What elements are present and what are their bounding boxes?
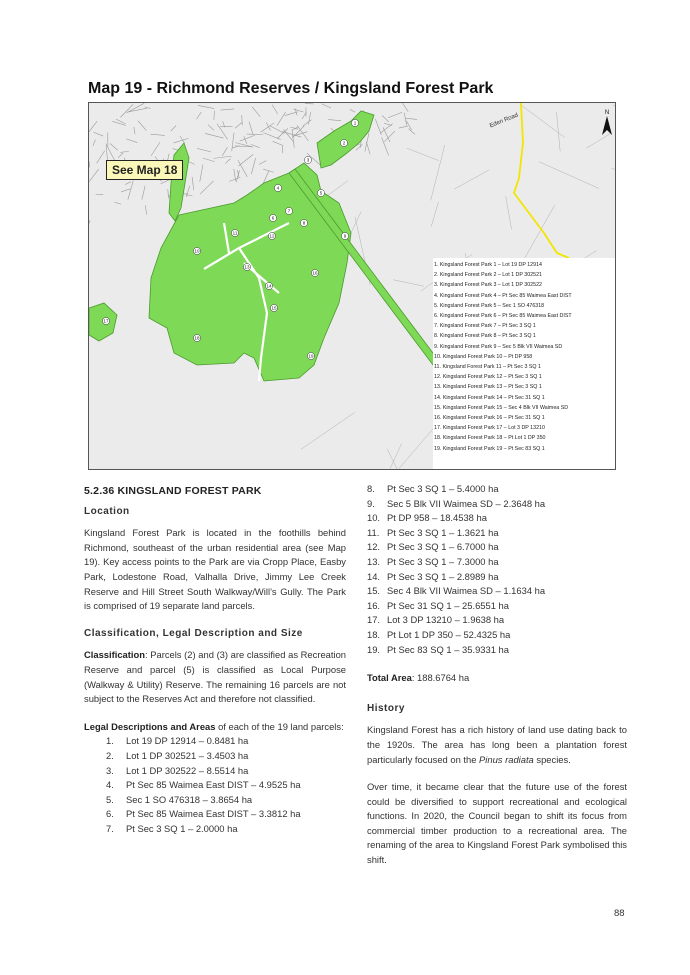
- parcel-list-item: [84, 793, 346, 808]
- parcel-list-item: [367, 555, 627, 570]
- history-paragraph-1: [367, 723, 627, 767]
- legend-item: 7. Kingsland Forest Park 7 – Pt Sec 3 SQ 1: [434, 323, 536, 330]
- location-heading: Location: [84, 505, 130, 517]
- history-paragraph-2: Over time, it became clear that the future use of the forest could be diversified to support recreational and ecological functions. In 2020, the Council began to shift its focus from commercial timber production to a recreational area. The renaming of the area to Kingsland Forest Park symbolised this shift.: [367, 781, 627, 866]
- species-name: Pinus radiata: [479, 753, 534, 765]
- parcel-marker-4: [274, 184, 281, 191]
- parcel-list-item: [367, 511, 627, 526]
- parcel-number: 4.: [106, 779, 114, 791]
- parcel-description: Pt Sec 85 Waimea East DIST – 4.9525 ha: [126, 779, 301, 791]
- legend-item: 11. Kingsland Forest Park 11 – Pt Sec 3 SQ 1: [434, 364, 541, 371]
- history-p1-text: Kingsland Forest has a rich history of land use dating back to the 1920s. The area has long been a plantation forest particularly focused on the: [367, 724, 627, 765]
- parcel-marker-12: [268, 232, 275, 239]
- parcel-marker-8: [300, 219, 307, 226]
- parcel-marker-11: [231, 229, 238, 236]
- svg-text:6: 6: [271, 215, 275, 221]
- parcel-marker-17: [102, 317, 109, 324]
- classification-label: Classification: [84, 649, 145, 661]
- svg-text:16: 16: [312, 270, 318, 276]
- legend-item: 9. Kingsland Forest Park 9 – Sec 5 Blk VII Waimea SD: [434, 343, 563, 350]
- legend-item: 12. Kingsland Forest Park 12 – Pt Sec 3 SQ 1: [434, 374, 542, 381]
- left-column: [84, 484, 346, 836]
- parcel-list-right: [367, 482, 627, 657]
- svg-text:8: 8: [302, 220, 306, 226]
- parcel-description: Pt Sec 3 SQ 1 – 2.8989 ha: [387, 570, 499, 582]
- parcel-list-item: [367, 643, 627, 658]
- total-area: [367, 671, 627, 686]
- svg-text:5: 5: [319, 190, 323, 196]
- history-heading: History: [367, 702, 405, 714]
- svg-text:18: 18: [194, 335, 200, 341]
- svg-text:7: 7: [287, 208, 291, 214]
- section-heading: 5.2.36 KINGSLAND FOREST PARK: [84, 485, 262, 497]
- parcel-number: 15.: [367, 585, 381, 597]
- legend-item: 17. Kingsland Forest Park 17 – Lot 3 DP 13210: [434, 425, 545, 432]
- parcel-description: Lot 1 DP 302522 – 8.5514 ha: [126, 764, 249, 776]
- parcel-number: 14.: [367, 570, 381, 582]
- parcel-list-item: [84, 822, 346, 837]
- district-boundary-line: [514, 103, 569, 258]
- parcel-list-item: [84, 764, 346, 779]
- parcel-number: 7.: [106, 822, 114, 834]
- parcel-marker-3: [304, 156, 311, 163]
- parcel-list-item: [367, 570, 627, 585]
- svg-text:10: 10: [194, 248, 200, 254]
- parcel-description: Sec 4 Blk VII Waimea SD – 1.1634 ha: [387, 585, 546, 597]
- parcel-marker-6: [269, 214, 276, 221]
- parcel-description: Lot 1 DP 302521 – 3.4503 ha: [126, 749, 249, 761]
- legend-item: 3. Kingsland Forest Park 3 – Lot 1 DP 302522: [434, 282, 542, 289]
- parcel-list-item: [367, 482, 627, 497]
- parcel-number: 3.: [106, 764, 114, 776]
- parcel-list-item: [367, 584, 627, 599]
- legal-paragraph: [84, 720, 346, 735]
- classification-text: : Parcels (2) and (3) are classified as Recreation Reserve and parcel (5) is classified as Local Purpose (Walkway & Utility) Reserve. The remaining 16 parcels are not subject to the Reserves Act and therefore not classified.: [84, 649, 346, 705]
- parcel-marker-16: [311, 269, 318, 276]
- right-column: [367, 482, 627, 881]
- parcel-description: Pt Sec 83 SQ 1 – 35.9331 ha: [387, 643, 509, 655]
- parcel-description: Sec 5 Blk VII Waimea SD – 2.3648 ha: [387, 497, 546, 509]
- parcel-description: Pt Sec 3 SQ 1 – 5.4000 ha: [387, 483, 499, 494]
- legend-item: 2. Kingsland Forest Park 2 – Lot 1 DP 302521: [434, 272, 542, 279]
- north-label: N: [604, 110, 610, 116]
- parcel-number: 16.: [367, 599, 381, 611]
- svg-text:13: 13: [244, 264, 250, 270]
- parcel-description: Pt DP 958 – 18.4538 ha: [387, 512, 487, 524]
- total-value: : 188.6764 ha: [411, 672, 470, 684]
- parcel-number: 13.: [367, 555, 381, 567]
- map-figure: [88, 102, 616, 470]
- parcel-description: Lot 3 DP 13210 – 1.9638 ha: [387, 614, 505, 626]
- parcel-marker-2: [340, 139, 347, 146]
- parcel-number: 12.: [367, 541, 381, 553]
- svg-text:12: 12: [269, 233, 275, 239]
- parcel-list-left: [84, 734, 346, 836]
- svg-text:3: 3: [306, 157, 310, 163]
- parcel-description: Sec 1 SO 476318 – 3.8654 ha: [126, 793, 253, 805]
- parcel-list-item: [367, 497, 627, 512]
- svg-text:19: 19: [308, 353, 314, 359]
- parcel-number: 19.: [367, 643, 381, 655]
- legend-item: 6. Kingsland Forest Park 6 – Pt Sec 85 Waimea East DIST: [434, 313, 572, 320]
- svg-text:14: 14: [266, 283, 272, 289]
- legend-item: 18. Kingsland Forest Park 18 – Pt Lot 1 DP 350: [434, 435, 546, 442]
- parcel-marker-10: [193, 247, 200, 254]
- legend-item: 5. Kingsland Forest Park 5 – Sec 1 SO 476318: [434, 302, 545, 309]
- parcel-list-item: [367, 540, 627, 555]
- north-arrow-icon: [600, 107, 614, 137]
- legend-item: 19. Kingsland Forest Park 19 – Pt Sec 83 SQ 1: [434, 445, 545, 452]
- history-p1-end: species.: [533, 753, 571, 765]
- parcel-number: 5.: [106, 793, 114, 805]
- parcel-marker-5: [317, 189, 324, 196]
- parcel-number: 10.: [367, 512, 381, 524]
- classification-paragraph: [84, 648, 346, 706]
- svg-text:2: 2: [342, 140, 346, 146]
- parcel-description: Pt Sec 3 SQ 1 – 6.7000 ha: [387, 541, 499, 553]
- parcel-number: 11.: [367, 526, 380, 538]
- parcel-marker-9: [341, 232, 348, 239]
- classification-heading: Classification, Legal Description and Size: [84, 627, 303, 639]
- parcel-legend: [433, 258, 615, 470]
- parcel-description: Pt Sec 85 Waimea East DIST – 3.3812 ha: [126, 808, 301, 820]
- parcel-description: Pt Sec 3 SQ 1 – 2.0000 ha: [126, 822, 238, 834]
- svg-text:17: 17: [103, 318, 109, 324]
- legend-item: 4. Kingsland Forest Park 4 – Pt Sec 85 Waimea East DIST: [434, 292, 572, 299]
- parcel-number: 17.: [367, 614, 381, 626]
- legend-item: 8. Kingsland Forest Park 8 – Pt Sec 3 SQ 1: [434, 333, 536, 340]
- svg-text:4: 4: [276, 185, 280, 191]
- svg-text:9: 9: [343, 233, 347, 239]
- parcel-marker-7: [285, 207, 292, 214]
- parcel-marker-14: [265, 282, 272, 289]
- legal-text: of each of the 19 land parcels:: [215, 720, 344, 732]
- parcel-list-item: [84, 807, 346, 822]
- parcel-marker-13: [243, 263, 250, 270]
- see-map-18-callout: See Map 18: [106, 160, 183, 180]
- parcel-description: Lot 19 DP 12914 – 0.8481 ha: [126, 735, 249, 747]
- parcel-description: Pt Sec 31 SQ 1 – 25.6551 ha: [387, 599, 509, 611]
- parcel-marker-15: [270, 304, 277, 311]
- parcel-list-item: [84, 749, 346, 764]
- parcel-list-item: [367, 599, 627, 614]
- parcel-marker-19: [307, 352, 314, 359]
- parcel-number: 18.: [367, 628, 381, 640]
- legend-item: 13. Kingsland Forest Park 13 – Pt Sec 3 SQ 1: [434, 384, 542, 391]
- location-text: Kingsland Forest Park is located in the foothills behind Richmond, southeast of the urban residential area (see Map 19). Key access points to the Park are via Cropp Place, Easby Park, Lodestone Road, Valhalla Drive, Jimmy Lee Creek Reserve and Hill Street South Walkway/Will’s Gully. The Park is comprised of 19 separate land parcels.: [84, 527, 346, 612]
- svg-text:1: 1: [353, 120, 357, 126]
- parcel-number: 1.: [106, 735, 114, 747]
- parcel-description: Pt Lot 1 DP 350 – 52.4325 ha: [387, 628, 511, 640]
- total-label: Total Area: [367, 672, 412, 684]
- parcel-number: 9.: [367, 497, 375, 509]
- parcel-number: 8.: [367, 483, 375, 494]
- parcel-number: 2.: [106, 749, 114, 761]
- legend-item: 15. Kingsland Forest Park 15 – Sec 4 Blk VII Waimea SD: [434, 404, 569, 411]
- parcel-marker-18: [193, 334, 200, 341]
- parcel-marker-1: [351, 119, 358, 126]
- road-label: Eden Road: [488, 112, 520, 130]
- svg-text:11: 11: [232, 230, 238, 236]
- legend-item: 14. Kingsland Forest Park 14 – Pt Sec 31 SQ 1: [434, 394, 545, 401]
- parcel-list-item: [367, 628, 627, 643]
- svg-text:15: 15: [271, 305, 277, 311]
- parcel-number: 6.: [106, 808, 114, 820]
- legend-item: 10. Kingsland Forest Park 10 – Pt DP 958: [434, 353, 533, 360]
- parcel-list-item: [84, 778, 346, 793]
- parcel-list-item: [367, 613, 627, 628]
- parcel-list-item: [84, 734, 346, 749]
- park-west-strip: [169, 143, 189, 221]
- legal-label: Legal Descriptions and Areas: [84, 720, 216, 732]
- legend-item: 16. Kingsland Forest Park 16 – Pt Sec 31 SQ 1: [434, 415, 545, 422]
- parcel-description: Pt Sec 3 SQ 1 – 1.3621 ha: [387, 526, 499, 538]
- legend-item: 1. Kingsland Forest Park 1 – Lot 19 DP 12914: [434, 262, 542, 268]
- parcel-list-item: [367, 526, 627, 541]
- parcel-description: Pt Sec 3 SQ 1 – 7.3000 ha: [387, 555, 499, 567]
- page-number: 88: [614, 908, 625, 919]
- map-title: Map 19 - Richmond Reserves / Kingsland Forest Park: [88, 80, 494, 97]
